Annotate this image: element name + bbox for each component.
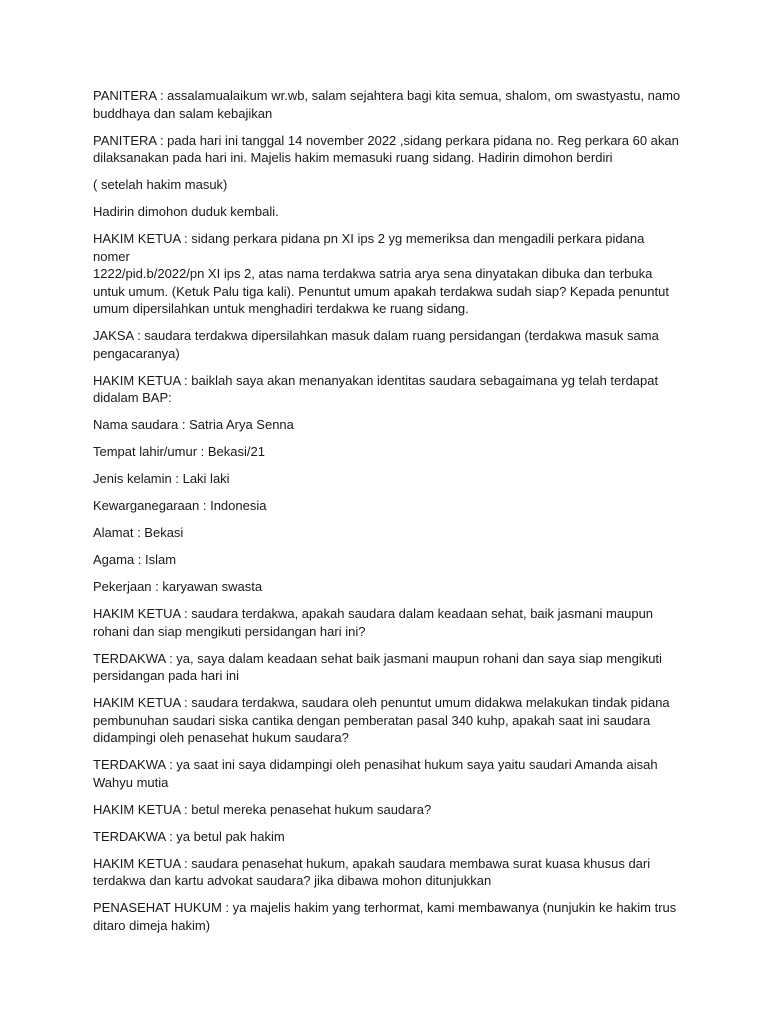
- identity-address: Alamat : Bekasi: [93, 525, 184, 540]
- paragraph-hakim-power-of-attorney: HAKIM KETUA : saudara penasehat hukum, apakah saudara membawa surat kuasa khusus dari terdakwa dan kartu advokat saudara? jika dibawa mohon ditunjukkan: [93, 855, 651, 888]
- identity-religion: Agama : Islam: [93, 552, 177, 567]
- paragraph-terdakwa-confirm: TERDAKWA : ya betul pak hakim: [93, 828, 285, 844]
- identity-gender: Jenis kelamin : Laki laki: [93, 471, 230, 486]
- paragraph-audience-sit: Hadirin dimohon duduk kembali.: [93, 204, 279, 219]
- identity-name: Nama saudara : Satria Arya Senna: [93, 417, 294, 432]
- paragraph-penasehat-hukum: PENASEHAT HUKUM : ya majelis hakim yang terhormat, kami membawanya (nunjukin ke hakim trus ditaro dimeja hakim): [93, 900, 677, 933]
- paragraph-hakim-opening: HAKIM KETUA : sidang perkara pidana pn XI ips 2 yg memeriksa dan mengadili perkara pidana nomer 1222/pid.b/2022/pn XI ips 2, atas nama terdakwa satria arya sena dinyatakan dibuka dan terbuka untuk umum. (Ketuk Palu tiga kali). Penuntut umum apakah terdakwa sudah siap? Kepada penuntut umum dipersilahkan untuk menghadiri terdakwa ke ruang sidang.: [93, 231, 669, 316]
- identity-birthplace-age: Tempat lahir/umur : Bekasi/21: [93, 444, 265, 459]
- paragraph-stage-direction: ( setelah hakim masuk): [93, 177, 228, 192]
- paragraph-hakim-charge: HAKIM KETUA : saudara terdakwa, saudara oleh penuntut umum didakwa melakukan tindak pidana pembunuhan saudari siska cantika dengan pemberatan pasal 340 kuhp, apakah saat ini saudara didampingi oleh penasehat hukum saudara?: [93, 695, 670, 745]
- paragraph-hakim-confirm: HAKIM KETUA : betul mereka penasehat hukum saudara?: [93, 801, 432, 817]
- paragraph-hakim-health: HAKIM KETUA : saudara terdakwa, apakah saudara dalam keadaan sehat, baik jasmani maupun rohani dan siap mengikuti persidangan hari ini?: [93, 606, 654, 639]
- document-page: [93, 87, 683, 944]
- paragraph-terdakwa-counsel: TERDAKWA : ya saat ini saya didampingi oleh penasihat hukum saya yaitu saudari Amanda aisah Wahyu mutia: [93, 757, 658, 790]
- identity-citizenship: Kewarganegaraan : Indonesia: [93, 498, 267, 513]
- paragraph-terdakwa-health: TERDAKWA : ya, saya dalam keadaan sehat baik jasmani maupun rohani dan saya siap mengikuti persidangan pada hari ini: [93, 650, 662, 683]
- identity-occupation: Pekerjaan : karyawan swasta: [93, 579, 263, 594]
- paragraph-panitera-announcement: PANITERA : pada hari ini tanggal 14 november 2022 ,sidang perkara pidana no. Reg perkara 60 akan dilaksanakan pada hari ini. Majelis hakim memasuki ruang sidang. Hadirin dimohon berdiri: [93, 132, 679, 165]
- paragraph-jaksa: JAKSA : saudara terdakwa dipersilahkan masuk dalam ruang persidangan (terdakwa masuk sama pengacaranya): [93, 328, 659, 361]
- paragraph-panitera-greeting: PANITERA : assalamualaikum wr.wb, salam sejahtera bagi kita semua, shalom, om swastyastu, namo buddhaya dan salam kebajikan: [93, 88, 681, 121]
- paragraph-hakim-identity: HAKIM KETUA : baiklah saya akan menanyakan identitas saudara sebagaimana yg telah terdapat didalam BAP:: [93, 372, 659, 405]
